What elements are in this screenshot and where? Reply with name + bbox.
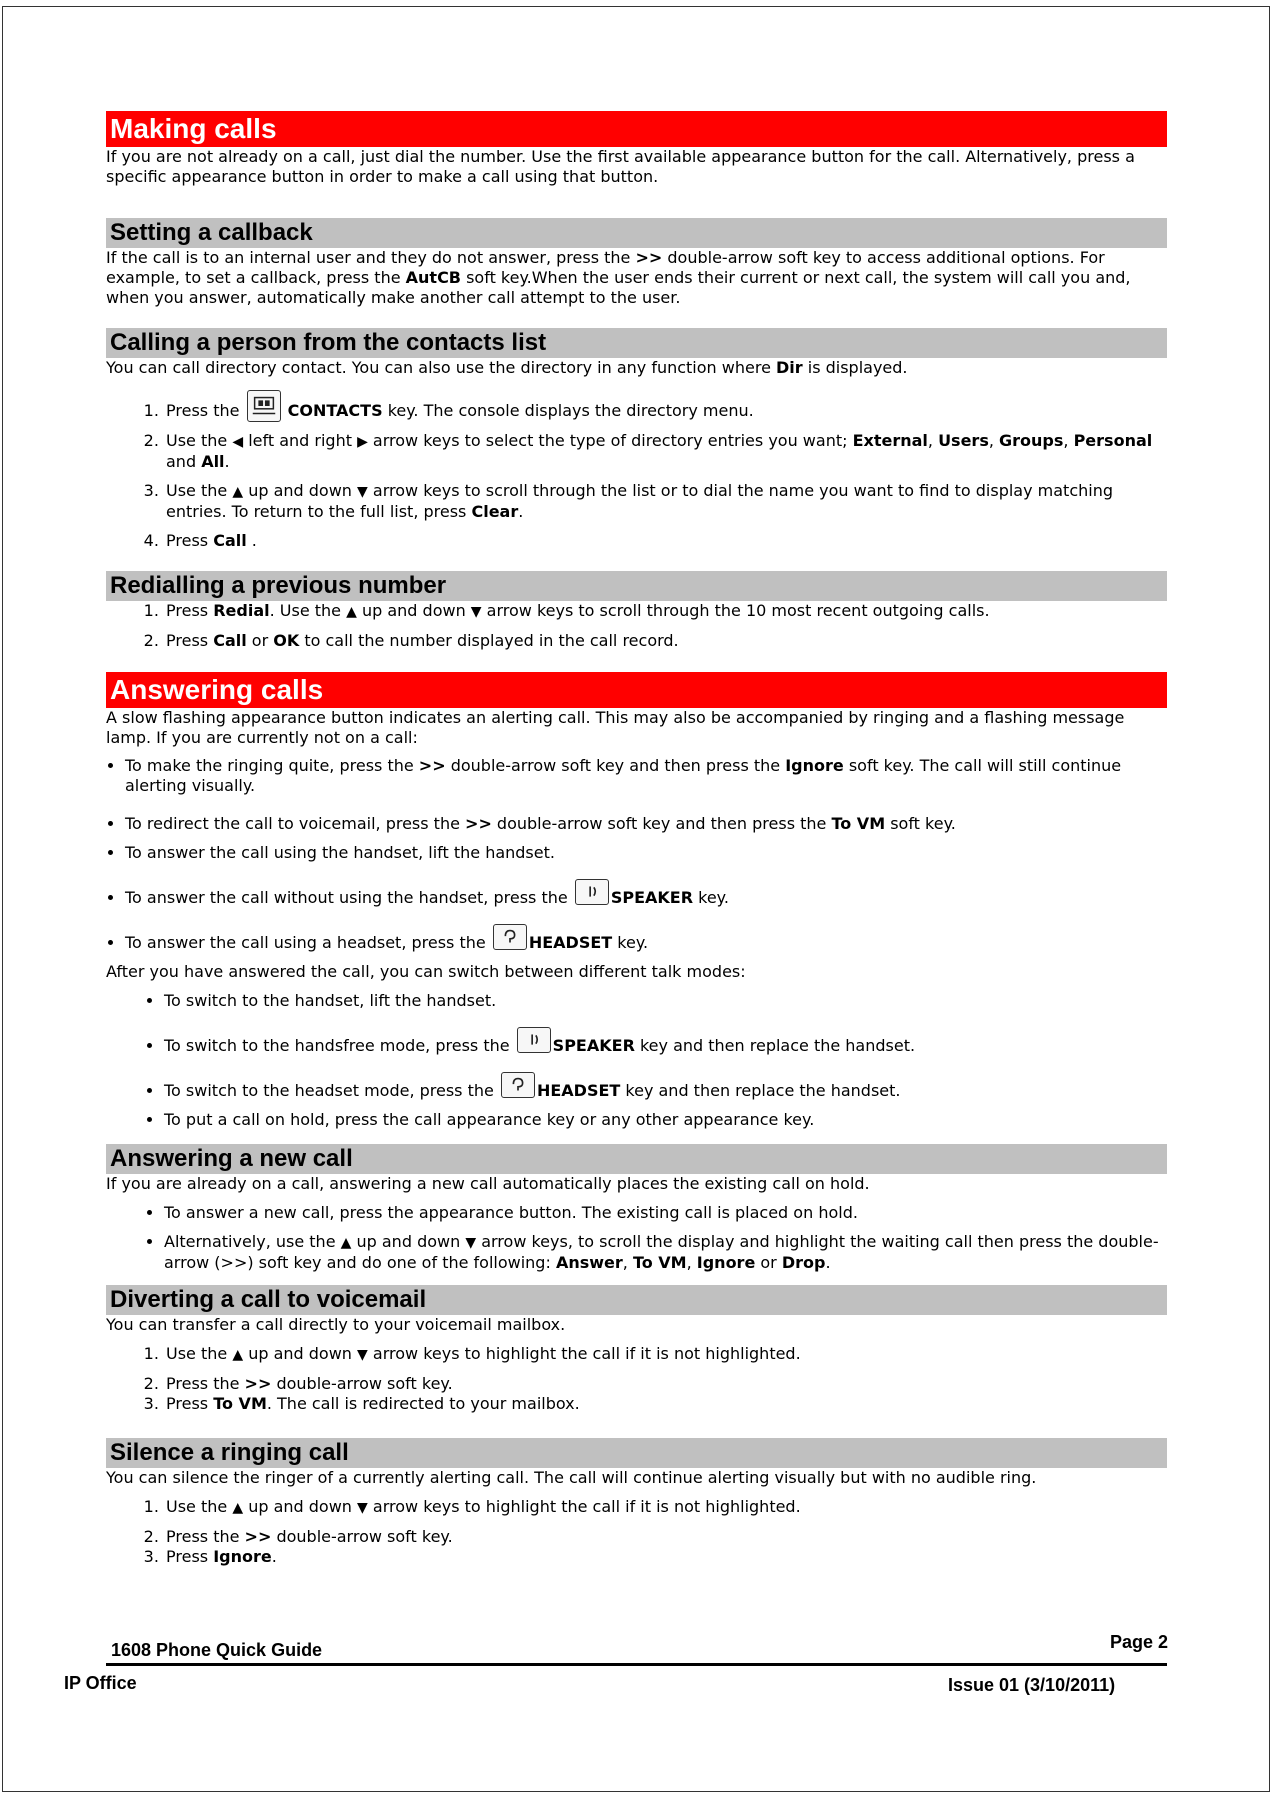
silence-step-1: 1. Use the ▲ up and down ▼ arrow keys to highlight the call if it is not highlighted. (164, 1497, 1167, 1518)
answering-option-headset: • To answer the call using a headset, press the HEADSET key. (125, 924, 1167, 953)
down-arrow-icon: ▼ (357, 1347, 368, 1363)
up-arrow-icon: ▲ (232, 1347, 244, 1363)
answering-options (106, 756, 1167, 953)
divert-step-1: 1. Use the ▲ up and down ▼ arrow keys to highlight the call if it is not highlighted. (164, 1344, 1167, 1365)
footer-rule (106, 1663, 1167, 1666)
footer-product: IP Office (64, 1673, 137, 1693)
new-call-options (106, 1203, 1167, 1273)
speaker-key-icon (575, 879, 609, 905)
down-arrow-icon: ▼ (357, 1500, 368, 1516)
answering-option-speaker: • To answer the call without using the handset, press the SPEAKER key. (125, 879, 1167, 908)
contacts-step-2: 2. Use the ◀ left and right ▶ arrow keys to select the type of directory entries you want; External, Users, Groups, Personal and All. (164, 431, 1167, 472)
divert-step-2: 2. Press the >> double-arrow soft key. (164, 1374, 1167, 1394)
heading-answering-new-call: Answering a new call (106, 1144, 1167, 1174)
up-arrow-icon: ▲ (346, 604, 357, 620)
silence-steps (106, 1497, 1167, 1567)
heading-silence-ringing: Silence a ringing call (106, 1438, 1167, 1468)
down-arrow-icon: ▼ (465, 1235, 477, 1251)
silence-step-3: 3. Press Ignore. (164, 1547, 1167, 1567)
right-arrow-icon: ▶ (357, 434, 368, 450)
answering-intro: A slow flashing appearance button indicates an alerting call. This may also be accompanied by ringing and a flashing message lamp. If you are currently not on a call: (106, 708, 1125, 747)
contacts-key-icon (247, 390, 281, 422)
talk-mode-hold: • To put a call on hold, press the call appearance key or any other appearance key. (164, 1110, 1167, 1130)
answering-option-handset: • To answer the call using the handset, lift the handset. (125, 843, 1167, 863)
down-arrow-icon: ▼ (357, 484, 368, 500)
divert-steps (106, 1344, 1167, 1414)
new-call-option-scroll: • Alternatively, use the ▲ up and down ▼ arrow keys, to scroll the display and highlight the waiting call then press the double-arrow (>>) soft key and do one of the following: Answer, To VM, Ignore or Drop. (164, 1232, 1167, 1273)
speaker-key-icon (517, 1027, 551, 1053)
callback-text: If the call is to an internal user and they do not answer, press the >> double-arrow soft key to access additional options. For example, to set a callback, press the AutCB soft key.When the user ends their current or next call, the system will call you and, when you answer, automatically make another call attempt to the user. (106, 248, 1131, 307)
heading-answering-calls: Answering calls (106, 672, 1167, 708)
redial-step-2: 2. Press Call or OK to call the number displayed in the call record. (164, 631, 1167, 651)
left-arrow-icon: ◀ (232, 434, 244, 450)
divert-step-3: 3. Press To VM. The call is redirected to your mailbox. (164, 1394, 1167, 1414)
answering-option-ignore: • To make the ringing quite, press the >> double-arrow soft key and then press the Ignore soft key. The call will still continue alerting visually. (125, 756, 1167, 796)
silence-intro: You can silence the ringer of a currently alerting call. The call will continue alerting visually but with no audible ring. (106, 1468, 1037, 1487)
contacts-intro: You can call directory contact. You can also use the directory in any function where Dir is displayed. (106, 358, 908, 377)
down-arrow-icon: ▼ (470, 604, 482, 620)
footer-issue: Issue 01 (3/10/2011) (948, 1675, 1116, 1695)
new-call-intro: If you are already on a call, answering a new call automatically places the existing call on hold. (106, 1174, 870, 1193)
heading-diverting-voicemail: Diverting a call to voicemail (106, 1285, 1167, 1315)
footer-guide-title: 1608 Phone Quick Guide (111, 1640, 323, 1660)
silence-step-2: 2. Press the >> double-arrow soft key. (164, 1527, 1167, 1547)
headset-key-icon (501, 1072, 535, 1098)
divert-intro: You can transfer a call directly to your voicemail mailbox. (106, 1315, 566, 1334)
new-call-option-appearance: • To answer a new call, press the appearance button. The existing call is placed on hold. (164, 1203, 1167, 1223)
up-arrow-icon: ▲ (232, 484, 244, 500)
up-arrow-icon: ▲ (340, 1235, 352, 1251)
contacts-steps (106, 390, 1167, 551)
heading-making-calls: Making calls (106, 111, 1167, 147)
heading-setting-callback: Setting a callback (106, 218, 1167, 248)
footer-page-number: Page 2 (1109, 1632, 1168, 1652)
page-content (106, 111, 1167, 1576)
answering-after: After you have answered the call, you can switch between different talk modes: (106, 962, 746, 981)
redial-step-1: 1. Press Redial. Use the ▲ up and down ▼ arrow keys to scroll through the 10 most recent outgoing calls. (164, 601, 1167, 622)
up-arrow-icon: ▲ (232, 1500, 244, 1516)
making-calls-intro: If you are not already on a call, just dial the number. Use the first available appearance button for the call. Alternatively, press a specific appearance button in order to make a call using that button. (106, 147, 1135, 186)
heading-contacts-list: Calling a person from the contacts list (106, 328, 1167, 358)
contacts-step-3: 3. Use the ▲ up and down ▼ arrow keys to scroll through the list or to dial the name you want to find to display matching entries. To return to the full list, press Clear. (164, 481, 1167, 522)
redial-steps (106, 601, 1167, 651)
contacts-step-4: 4. Press Call . (164, 531, 1167, 551)
talk-modes (106, 991, 1167, 1130)
contacts-step-1: 1. Press the CONTACTS key. The console displays the directory menu. (164, 390, 1167, 422)
talk-mode-handsfree: • To switch to the handsfree mode, press the SPEAKER key and then replace the handset. (164, 1027, 1167, 1056)
answering-option-voicemail: • To redirect the call to voicemail, press the >> double-arrow soft key and then press the To VM soft key. (125, 814, 1167, 834)
heading-redialling: Redialling a previous number (106, 571, 1167, 601)
talk-mode-headset: • To switch to the headset mode, press the HEADSET key and then replace the handset. (164, 1072, 1167, 1101)
headset-key-icon (493, 924, 527, 950)
talk-mode-handset: • To switch to the handset, lift the handset. (164, 991, 1167, 1011)
